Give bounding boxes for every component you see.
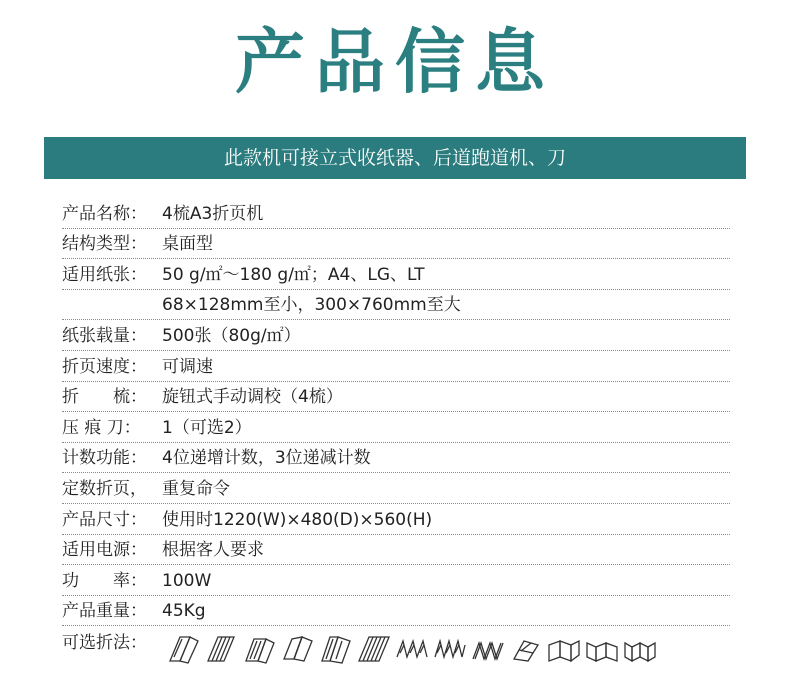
- fold-options-icons: [166, 630, 726, 666]
- spec-row-paper: [62, 259, 730, 290]
- letter-fold-icon: [204, 631, 240, 665]
- spec-value: 桌面型: [162, 234, 213, 255]
- z-fold-icon: [242, 631, 278, 665]
- spec-label: 折页速度：: [62, 356, 147, 377]
- spec-label: 折 梳：: [62, 387, 147, 408]
- spec-row-power: [62, 565, 730, 596]
- spec-row-paper-size: [62, 290, 730, 321]
- zigzag-fold-icon: [470, 631, 506, 665]
- page-title: 产品信息: [235, 21, 555, 103]
- spec-label: 产品重量：: [62, 601, 147, 622]
- spec-row-capacity: [62, 320, 730, 351]
- spec-label: 功 率：: [62, 570, 147, 591]
- spec-row-power-supply: [62, 535, 730, 566]
- double-parallel-fold-icon: [318, 631, 354, 665]
- spec-label: 纸张载量：: [62, 325, 147, 346]
- cross-fold-icon: [508, 631, 544, 665]
- compatibility-banner: 此款机可接立式收纸器、后道跑道机、刀: [44, 137, 746, 179]
- spec-row-batch: [62, 473, 730, 504]
- spec-value: 50 g/㎡～180 g/㎡；A4、LG、LT: [162, 264, 425, 285]
- spec-value: 1（可选2）: [162, 417, 252, 438]
- spec-label: 适用电源：: [62, 540, 147, 561]
- open-gate-fold-icon: [546, 631, 582, 665]
- spec-value: 旋钮式手动调校（4梳）: [162, 387, 343, 408]
- spec-value: 根据客人要求: [162, 540, 264, 561]
- spec-row-speed: [62, 351, 730, 382]
- spec-value: 重复命令: [162, 478, 230, 499]
- spec-value: 4梳A3折页机: [162, 203, 264, 224]
- spec-label: 产品名称：: [62, 203, 147, 224]
- spec-table: [62, 198, 730, 657]
- spec-label: 压 痕 刀：: [62, 417, 141, 438]
- spec-row-structure: [62, 229, 730, 260]
- spec-value: 100W: [162, 570, 212, 591]
- single-fold-icon: [166, 631, 202, 665]
- spec-row-counter: [62, 443, 730, 474]
- spec-label: 计数功能：: [62, 448, 147, 469]
- spec-value: 可调速: [162, 356, 213, 377]
- spec-value: 68×128mm至小，300×760mm至大: [162, 295, 461, 316]
- accordion-fold-icon: [394, 631, 430, 665]
- spec-label: 可选折法：: [62, 632, 147, 653]
- spec-value: 4位递增计数，3位递减计数: [162, 448, 371, 469]
- spec-row-weight: [62, 596, 730, 627]
- roll-fold-icon: [356, 631, 392, 665]
- spec-value: 500张（80g/㎡）: [162, 325, 301, 346]
- four-panel-fold-icon: [622, 631, 658, 665]
- spec-row-creaser: [62, 412, 730, 443]
- spec-label: 结构类型：: [62, 234, 147, 255]
- spec-row-name: [62, 198, 730, 229]
- spec-value: 使用时1220(W)×480(D)×560(H): [162, 509, 433, 530]
- spec-label: 产品尺寸：: [62, 509, 147, 530]
- tri-fold-icon: [584, 631, 620, 665]
- spec-row-dimensions: [62, 504, 730, 535]
- gate-fold-icon: [280, 631, 316, 665]
- multi-accordion-fold-icon: [432, 631, 468, 665]
- spec-value: 45Kg: [162, 601, 206, 622]
- spec-row-combs: [62, 382, 730, 413]
- spec-label: 定数折页，: [62, 478, 147, 499]
- spec-label: 适用纸张：: [62, 264, 147, 285]
